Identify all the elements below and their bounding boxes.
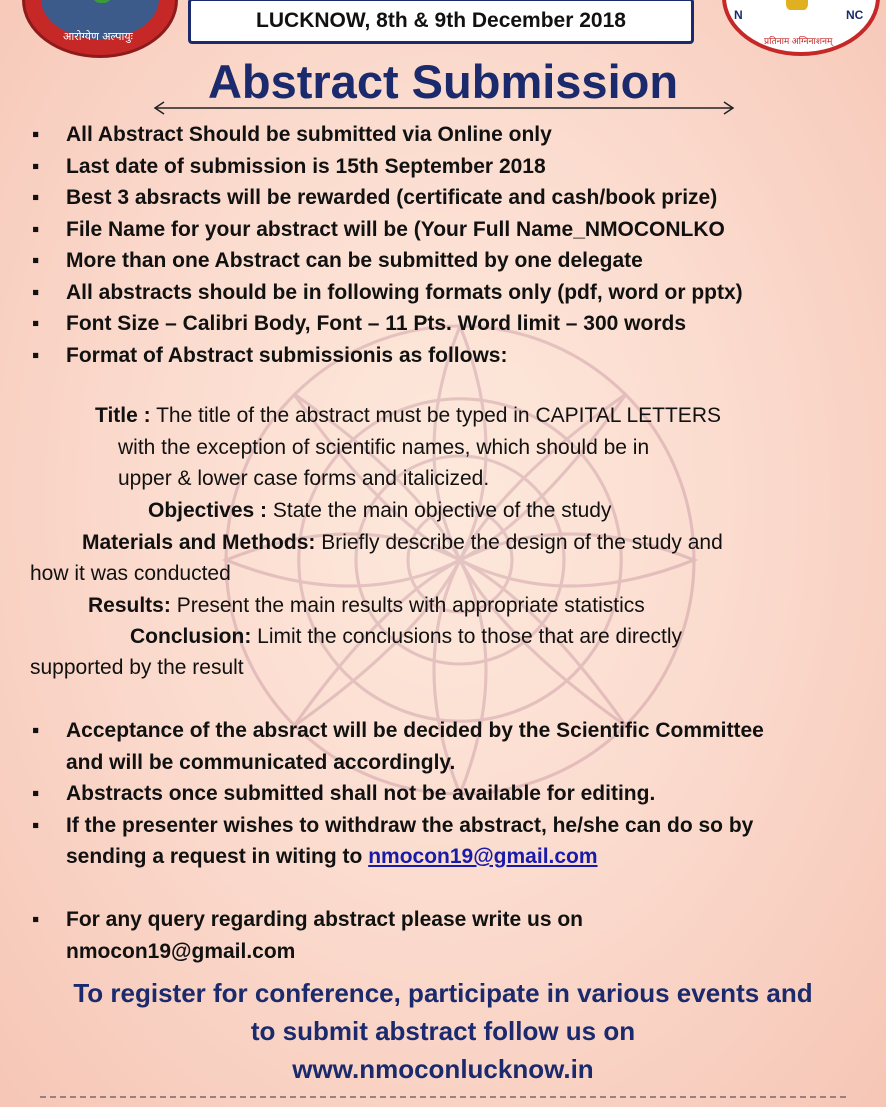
deity-emblem-icon — [786, 0, 808, 10]
list-item: ▪ Font Size – Calibri Body, Font – 11 Pts. Word limit – 300 words — [32, 312, 687, 335]
right-logo-motto: प्रतिनाम अग्निनाशनम् — [764, 36, 833, 46]
format-title: Title : The title of the abstract must be typed in CAPITAL LETTERS — [95, 404, 721, 427]
email-link[interactable]: nmocon19@gmail.com — [368, 845, 598, 868]
left-logo — [22, 0, 178, 58]
query-email: nmocon19@gmail.com — [66, 939, 296, 963]
acceptance-list — [32, 715, 764, 873]
list-item: ▪ Format of Abstract submissionis as follows: — [32, 343, 508, 367]
format-results: Results: Present the main results with appropriate statistics — [88, 594, 645, 617]
event-banner — [188, 0, 694, 44]
format-title-line2: with the exception of scientific names, which should be in — [118, 436, 650, 459]
list-item: ▪ All abstracts should be in following formats only (pdf, word or pptx) — [32, 280, 743, 304]
footer-call-to-action: To register for conference, participate in various events and to submit abstract follow us on www.nmoconlucknow.in — [0, 974, 886, 1088]
list-item: ▪ Best 3 absracts will be rewarded (certificate and cash/book prize) — [32, 186, 718, 209]
right-logo-letter-left: N — [734, 8, 743, 22]
format-title-line3: upper & lower case forms and italicized. — [118, 467, 490, 490]
list-item: ▪ More than one Abstract can be submitted by one delegate — [32, 249, 643, 272]
list-item: ▪ Acceptance of the absract will be decided by the Scientific Committee and will be communicated accordingly. — [32, 719, 764, 774]
rules-list — [32, 119, 743, 371]
format-methods-line2: how it was conducted — [30, 562, 231, 585]
list-item: ▪ All Abstract Should be submitted via Online only — [32, 123, 552, 146]
page-title: Abstract Submission — [207, 55, 679, 108]
double-arrow-icon — [152, 100, 736, 116]
list-item: ▪ Last date of submission is 15th September 2018 — [32, 154, 546, 178]
list-item: ▪ File Name for your abstract will be (Your Full Name_NMOCONLKO — [32, 217, 725, 241]
format-methods: Materials and Methods: Briefly describe the design of the study and — [82, 531, 723, 554]
list-item: ▪ Abstracts once submitted shall not be available for editing. — [32, 782, 656, 805]
list-item: ▪ For any query regarding abstract please write us on nmocon19@gmail.com — [32, 908, 583, 963]
dashed-divider — [40, 1096, 846, 1098]
list-item: ▪ If the presenter wishes to withdraw the abstract, he/she can do so by sending a request in witing to nmocon19@gmail.com — [32, 813, 754, 868]
right-logo-letter-right: NC — [846, 8, 864, 22]
format-conclusion: Conclusion: Limit the conclusions to those that are directly — [130, 625, 683, 648]
query-list — [32, 904, 583, 967]
website-url[interactable]: www.nmoconlucknow.in — [292, 1054, 594, 1084]
left-logo-motto: आरोग्येण अल्पायुः — [63, 31, 133, 43]
right-logo — [722, 0, 880, 56]
event-date-location: LUCKNOW, 8th & 9th December 2018 — [256, 9, 626, 32]
format-objectives: Objectives : State the main objective of the study — [148, 499, 612, 522]
format-conclusion-line2: supported by the result — [30, 656, 244, 679]
